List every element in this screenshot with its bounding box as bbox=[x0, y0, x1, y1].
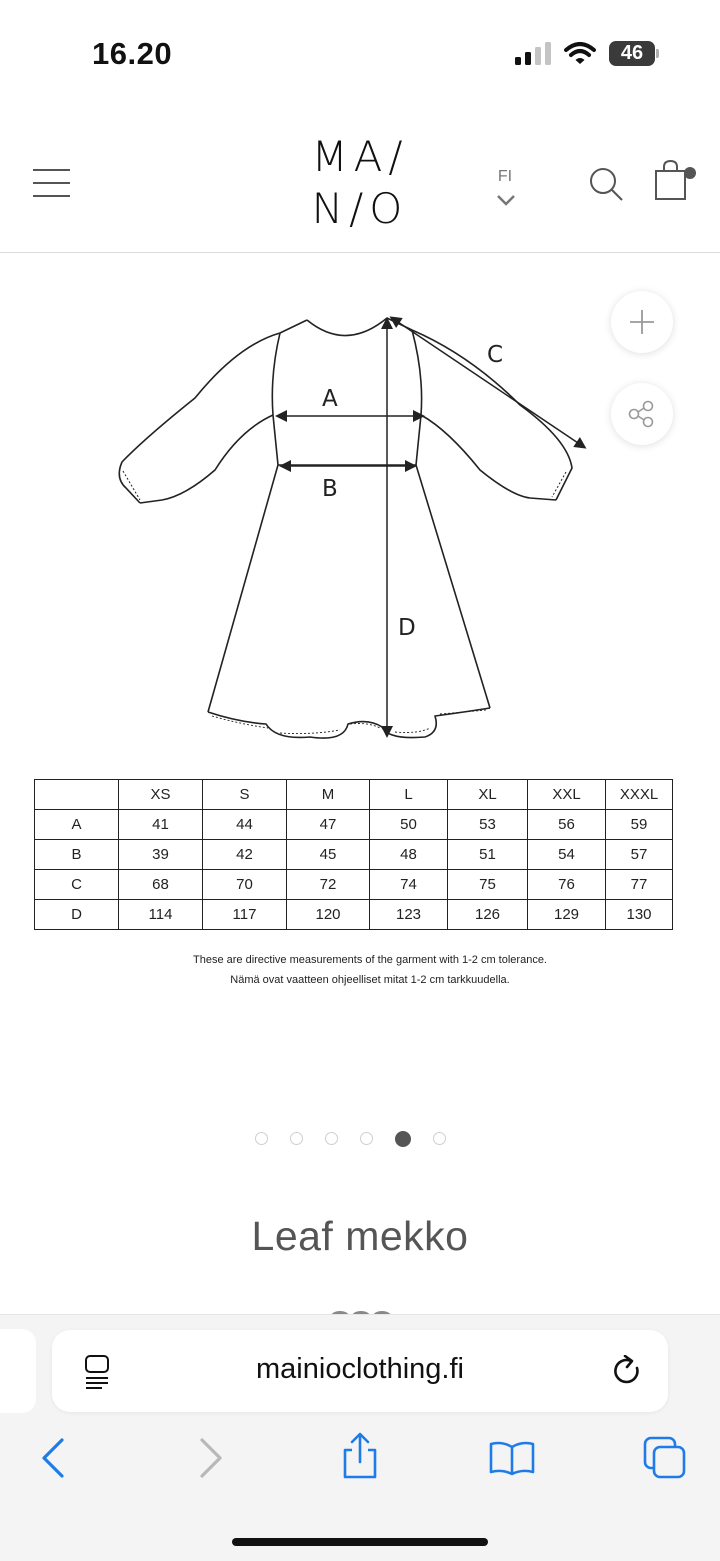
wifi-icon bbox=[564, 42, 596, 66]
carousel-dot[interactable] bbox=[325, 1132, 338, 1145]
zoom-button[interactable] bbox=[611, 291, 673, 353]
size-chart-table bbox=[34, 779, 673, 930]
table-cell: 51 bbox=[448, 840, 528, 870]
size-header: XXL bbox=[528, 780, 606, 810]
carousel-pagination bbox=[255, 1132, 446, 1147]
table-cell: 129 bbox=[528, 900, 606, 930]
table-row bbox=[35, 900, 673, 930]
language-selector[interactable]: FI bbox=[497, 168, 513, 185]
table-cell: 57 bbox=[606, 840, 673, 870]
table-row bbox=[35, 810, 673, 840]
table-cell: 39 bbox=[119, 840, 203, 870]
table-cell: 130 bbox=[606, 900, 673, 930]
carousel-dot[interactable] bbox=[433, 1132, 446, 1145]
share-button[interactable] bbox=[611, 383, 673, 445]
table-cell: 76 bbox=[528, 870, 606, 900]
table-cell: 120 bbox=[287, 900, 370, 930]
hamburger-menu-icon[interactable] bbox=[33, 168, 71, 198]
forward-icon[interactable] bbox=[196, 1438, 224, 1478]
table-cell: 56 bbox=[528, 810, 606, 840]
row-label: D bbox=[35, 900, 119, 930]
table-cell: 48 bbox=[370, 840, 448, 870]
previous-tab-card[interactable] bbox=[0, 1329, 36, 1413]
table-cell: 68 bbox=[119, 870, 203, 900]
share-sheet-icon[interactable] bbox=[340, 1432, 380, 1480]
search-icon[interactable] bbox=[588, 166, 624, 202]
diagram-label-b: B bbox=[322, 476, 338, 502]
table-cell: 74 bbox=[370, 870, 448, 900]
table-cell: 50 bbox=[370, 810, 448, 840]
chevron-down-icon[interactable] bbox=[496, 194, 516, 207]
size-header: S bbox=[203, 780, 287, 810]
battery-indicator: 46 bbox=[609, 41, 655, 66]
table-cell: 70 bbox=[203, 870, 287, 900]
battery-tip bbox=[656, 49, 659, 58]
table-cell: 75 bbox=[448, 870, 528, 900]
home-indicator bbox=[232, 1538, 488, 1546]
table-corner-cell bbox=[35, 780, 119, 810]
row-label: B bbox=[35, 840, 119, 870]
table-cell: 77 bbox=[606, 870, 673, 900]
logo-line-1: MA/ bbox=[311, 132, 409, 181]
url-text[interactable]: mainioclothing.fi bbox=[256, 1353, 464, 1385]
carousel-dot[interactable] bbox=[255, 1132, 268, 1145]
bookmarks-icon[interactable] bbox=[488, 1440, 536, 1476]
row-label: A bbox=[35, 810, 119, 840]
table-cell: 44 bbox=[203, 810, 287, 840]
size-header: XL bbox=[448, 780, 528, 810]
browser-toolbar-divider bbox=[0, 1314, 720, 1315]
table-cell: 53 bbox=[448, 810, 528, 840]
table-cell: 126 bbox=[448, 900, 528, 930]
table-row bbox=[35, 840, 673, 870]
shopping-bag-icon[interactable] bbox=[652, 160, 700, 204]
header-divider bbox=[0, 252, 720, 253]
back-icon[interactable] bbox=[40, 1438, 68, 1478]
measurement-note-english: These are directive measurements of the garment with 1-2 cm tolerance. bbox=[193, 954, 547, 966]
product-title: Leaf mekko bbox=[251, 1213, 469, 1259]
table-row bbox=[35, 870, 673, 900]
measurement-note-finnish: Nämä ovat vaatteen ohjeelliset mitat 1-2 cm tarkkuudella. bbox=[230, 974, 510, 986]
table-cell: 42 bbox=[203, 840, 287, 870]
table-cell: 45 bbox=[287, 840, 370, 870]
table-cell: 41 bbox=[119, 810, 203, 840]
table-cell: 114 bbox=[119, 900, 203, 930]
size-header: XS bbox=[119, 780, 203, 810]
table-cell: 117 bbox=[203, 900, 287, 930]
dress-measurement-diagram bbox=[110, 300, 600, 750]
size-header: XXXL bbox=[606, 780, 673, 810]
carousel-dot-active[interactable] bbox=[395, 1131, 411, 1147]
diagram-label-c: C bbox=[487, 342, 504, 368]
diagram-label-a: A bbox=[322, 386, 338, 412]
cellular-signal-icon bbox=[515, 42, 553, 66]
reload-icon[interactable] bbox=[612, 1355, 644, 1389]
table-header-row bbox=[35, 780, 673, 810]
site-logo[interactable] bbox=[296, 132, 424, 230]
table-cell: 72 bbox=[287, 870, 370, 900]
reader-view-icon[interactable] bbox=[83, 1355, 113, 1389]
row-label: C bbox=[35, 870, 119, 900]
tabs-icon[interactable] bbox=[642, 1436, 688, 1480]
table-cell: 47 bbox=[287, 810, 370, 840]
logo-line-2: N/O bbox=[311, 184, 409, 230]
table-cell: 54 bbox=[528, 840, 606, 870]
table-cell: 59 bbox=[606, 810, 673, 840]
table-cell: 123 bbox=[370, 900, 448, 930]
size-header: L bbox=[370, 780, 448, 810]
status-time: 16.20 bbox=[92, 36, 173, 71]
plus-icon bbox=[628, 308, 656, 336]
carousel-dot[interactable] bbox=[360, 1132, 373, 1145]
diagram-label-d: D bbox=[398, 615, 416, 641]
size-header: M bbox=[287, 780, 370, 810]
share-icon bbox=[627, 399, 657, 429]
carousel-dot[interactable] bbox=[290, 1132, 303, 1145]
